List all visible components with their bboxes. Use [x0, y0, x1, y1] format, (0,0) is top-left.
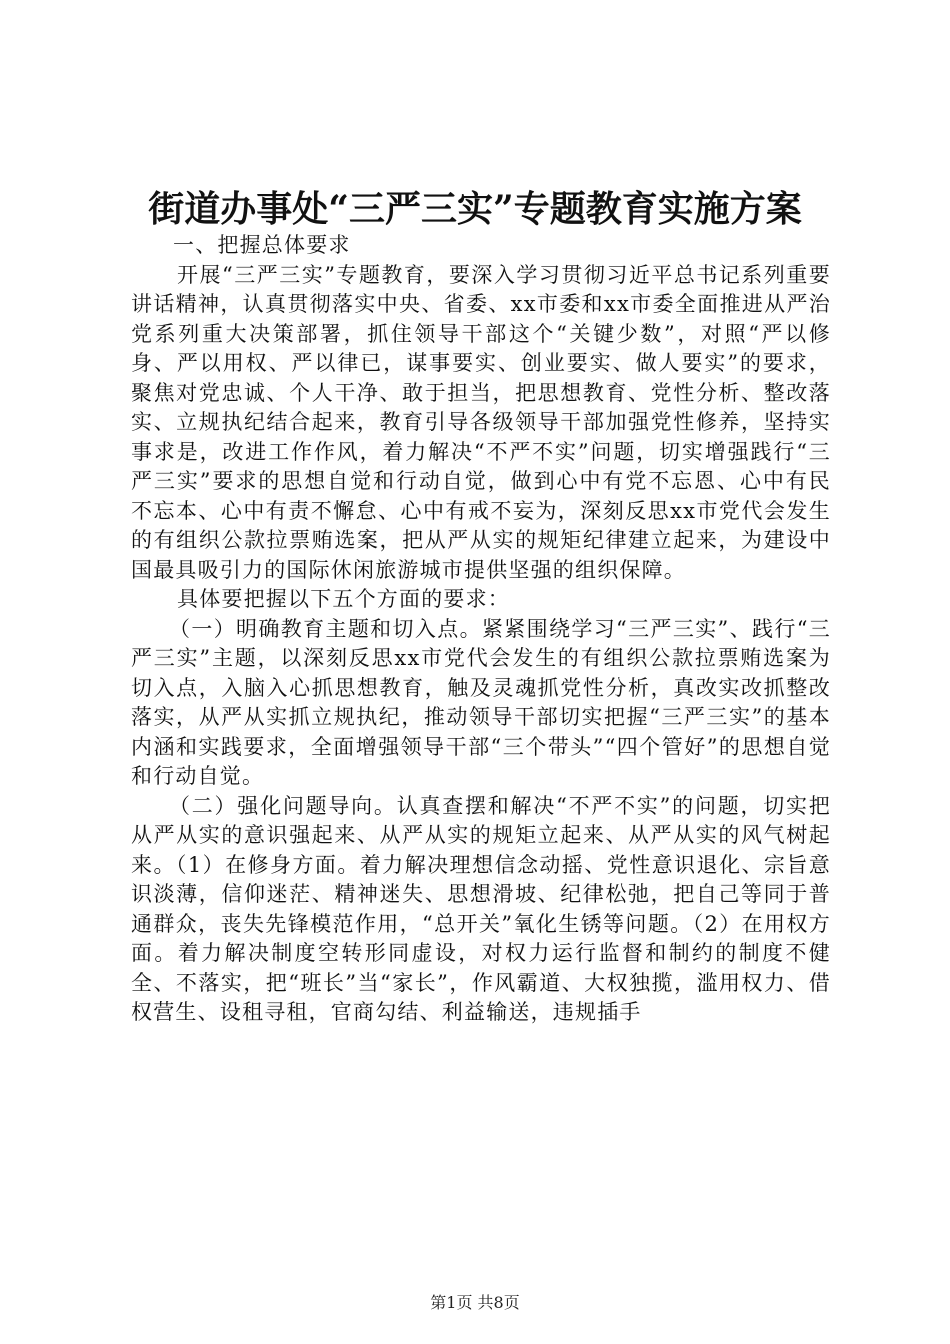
paragraph: 开展“三严三实”专题教育，要深入学习贯彻习近平总书记系列重要讲话精神，认真贯彻落实中央、省委、xx市委和xx市委全面推进从严治党系列重大决策部署，抓住领导干部这个“关键少数”，对照“严以修身、严以用权、严以律已，谋事要实、创业要实、做人要实”的要求，聚焦对党忠诚、个人干净、敢于担当，把思想教育、党性分析、整改落实、立规执纪结合起来，教育引导各级领导干部加强党性修养，坚持实事求是，改进工作作风，着力解决“不严不实”问题，切实增强践行“三严三实”要求的思想自觉和行动自觉，做到心中有党不忘恩、心中有民不忘本、心中有责不懈怠、心中有戒不妄为，深刻反思xx市党代会发生的有组织公款拉票贿选案，把从严从实的规矩纪律建立起来，为建设中国最具吸引力的国际休闲旅游城市提供坚强的组织保障。 [131, 262, 831, 582]
paragraph: （一）明确教育主题和切入点。紧紧围绕学习“三严三实”、践行“三严三实”主题，以深刻反思xx市党代会发生的有组织公款拉票贿选案为切入点，入脑入心抓思想教育，触及灵魂抓党性分析，真改实改抓整改落实，从严从实抓立规执纪，推动领导干部切实把握“三严三实”的基本内涵和实践要求，全面增强领导干部“三个带头”“四个管好”的思想自觉和行动自觉。 [131, 616, 831, 788]
section-heading: 一、把握总体要求 [173, 233, 351, 257]
document-body [131, 231, 831, 1028]
document-title: 街道办事处“三严三实”专题教育实施方案 [148, 188, 802, 230]
paragraph: 具体要把握以下五个方面的要求： [177, 587, 510, 611]
paragraph: （二）强化问题导向。认真查摆和解决“不严不实”的问题，切实把从严从实的意识强起来、从严从实的规矩立起来、从严从实的风气树起来。（1）在修身方面。着力解决理想信念动摇、党性意识退化、宗旨意识淡薄，信仰迷茫、精神迷失、思想滑坡、纪律松弛，把自己等同于普通群众，丧失先锋模范作用，“总开关”氧化生锈等问题。（2）在用权方面。着力解决制度空转形同虚设，对权力运行监督和制约的制度不健全、不落实，把“班长”当“家长”，作风霸道、大权独揽，滥用权力、借权营生、设租寻租，官商勾结、利益输送，违规插手 [131, 793, 831, 1024]
page-footer: 第1页 共8页 [430, 1293, 520, 1312]
